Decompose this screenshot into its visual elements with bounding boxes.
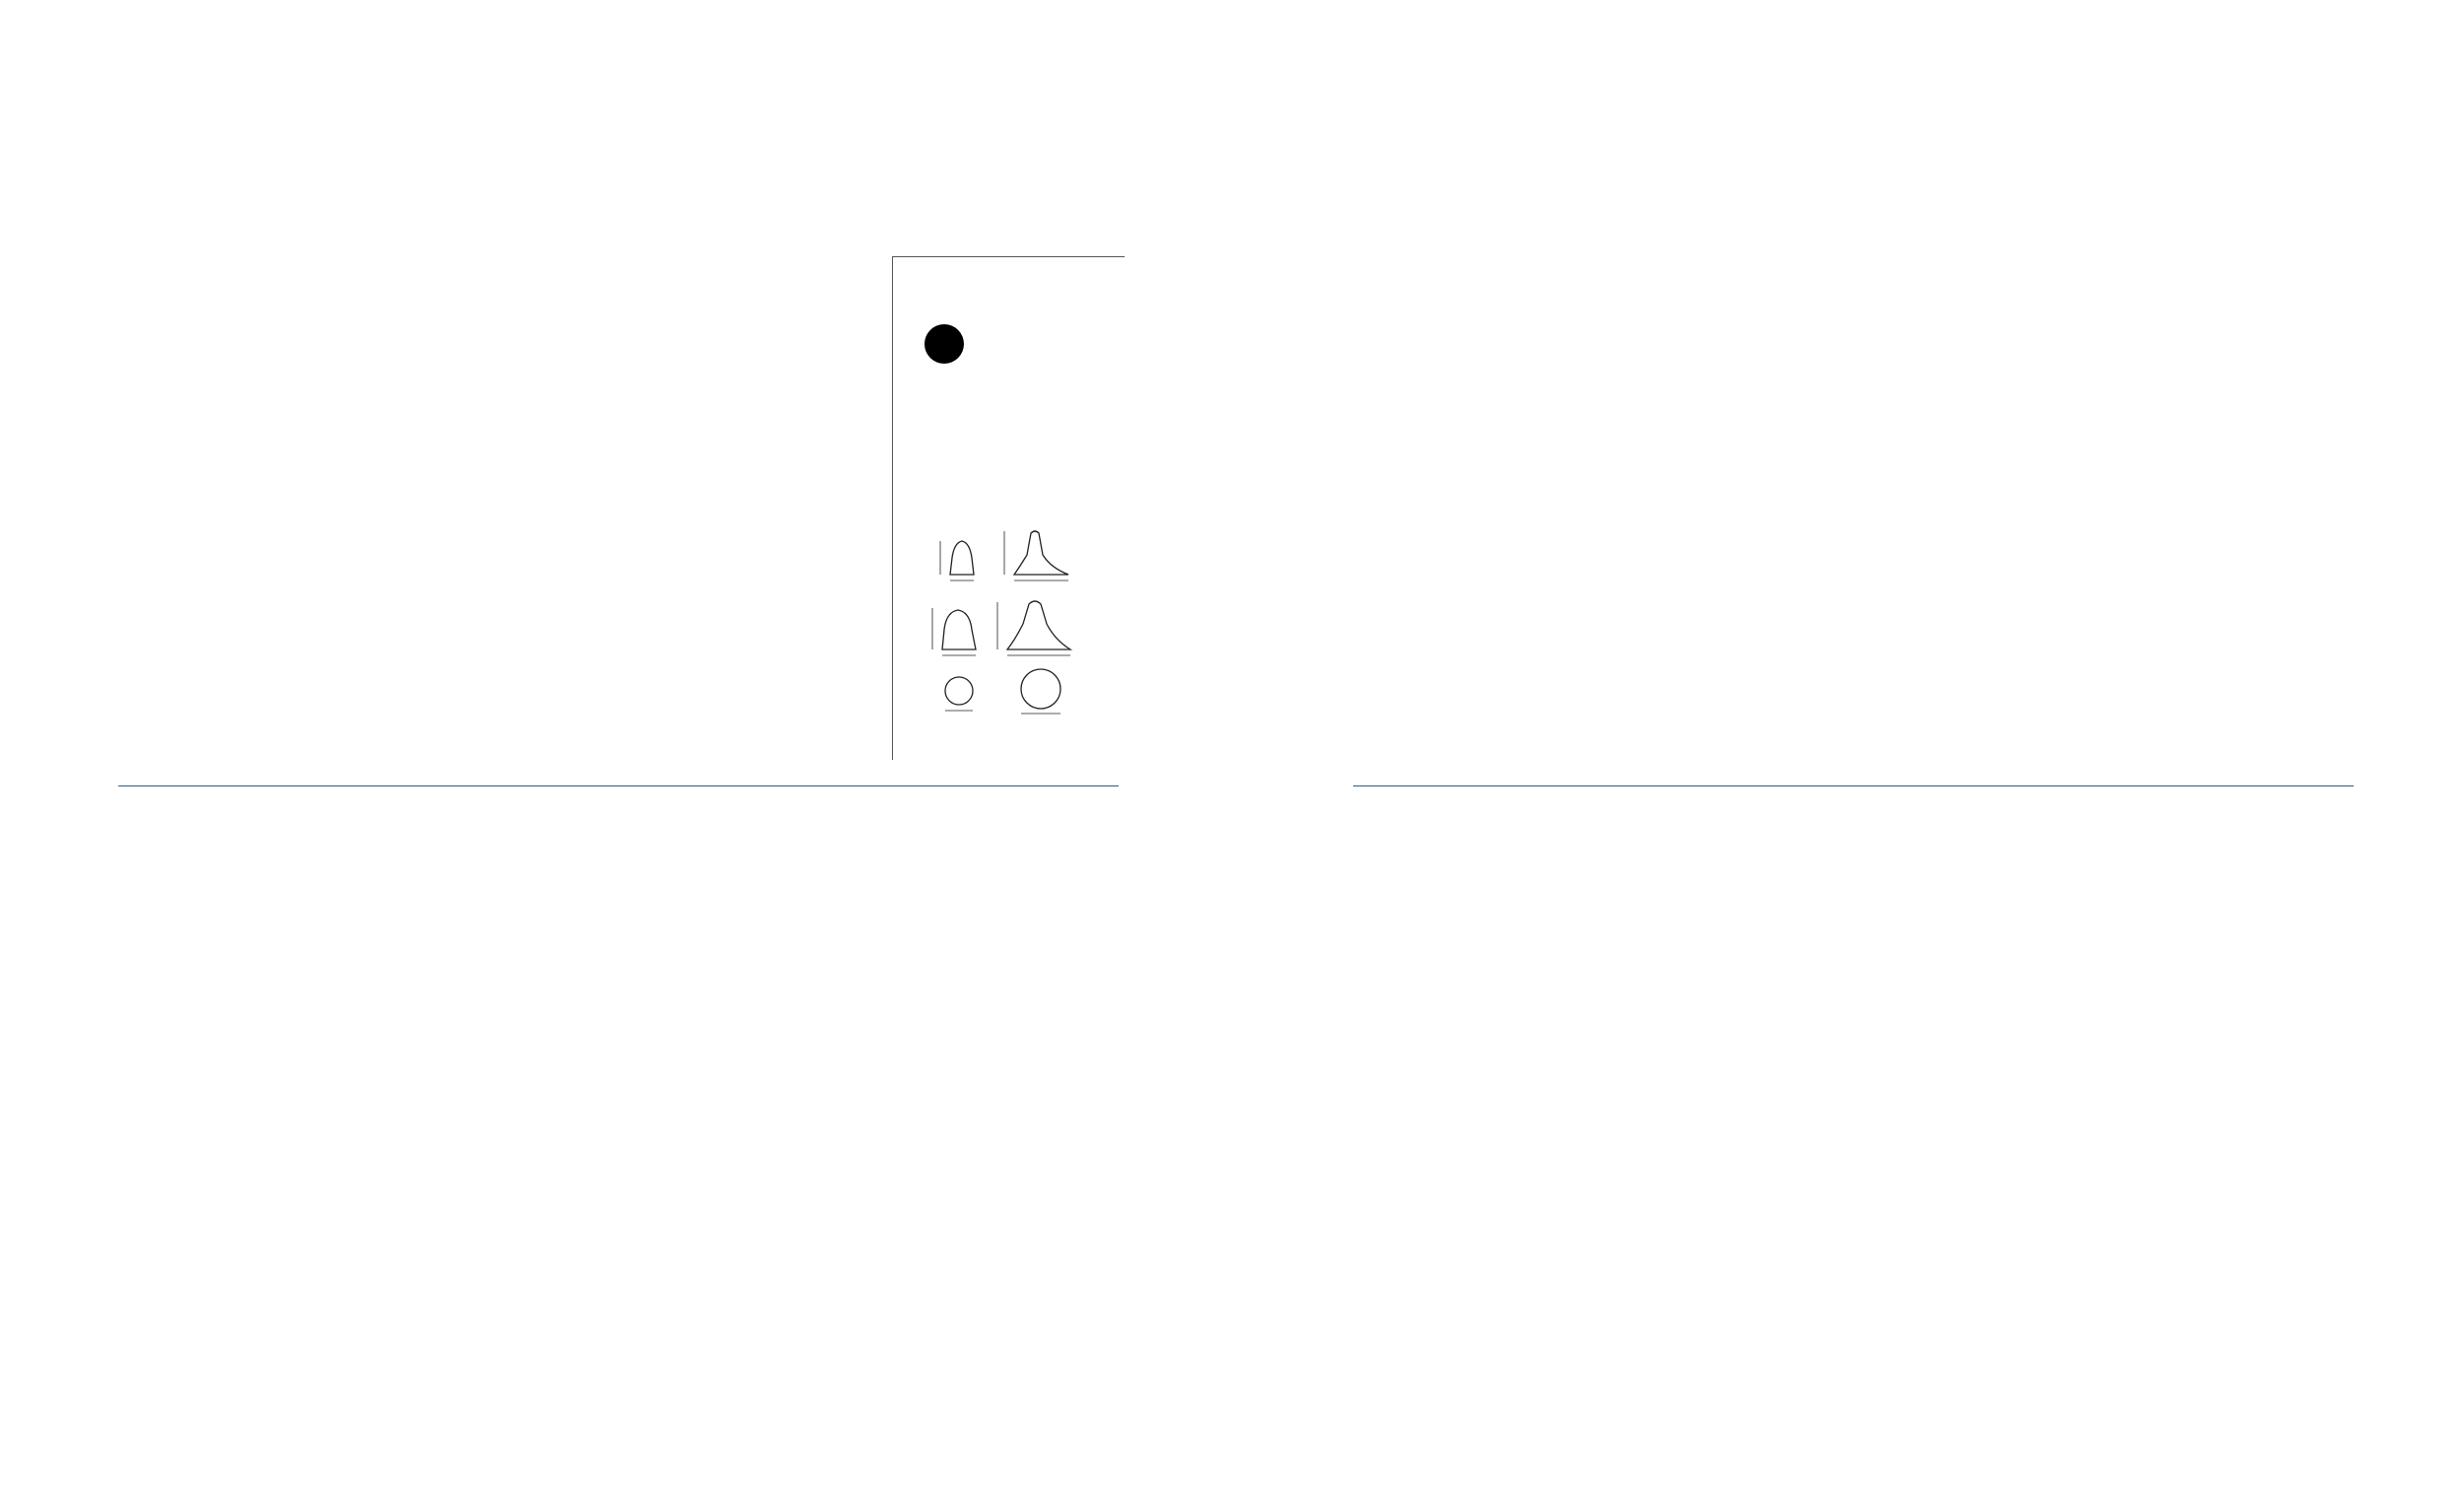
glass-ball-large [1021,669,1061,709]
shade-l-large [942,610,976,649]
glass-ball-small [945,677,973,705]
color-swatch-black [924,324,964,364]
divider [1353,785,2354,786]
shade-options [921,513,1118,730]
lamp-drawing [513,166,887,796]
body-heading [923,277,936,293]
divider [118,785,1119,786]
product-block [118,820,1124,1500]
shade-xl-large [1007,601,1070,649]
shade-l-small [950,541,974,575]
product-block [1353,146,2359,826]
product-block [118,146,1124,826]
shades-heading [923,461,936,477]
left-page [0,0,1232,1496]
finish-panel [892,256,1125,760]
running-head [720,77,742,92]
shade-xl-small [1014,531,1068,575]
running-head [1353,77,1375,92]
shade-drawings [921,513,1118,730]
product-block [1353,820,2359,1500]
right-page [1232,0,2464,1496]
